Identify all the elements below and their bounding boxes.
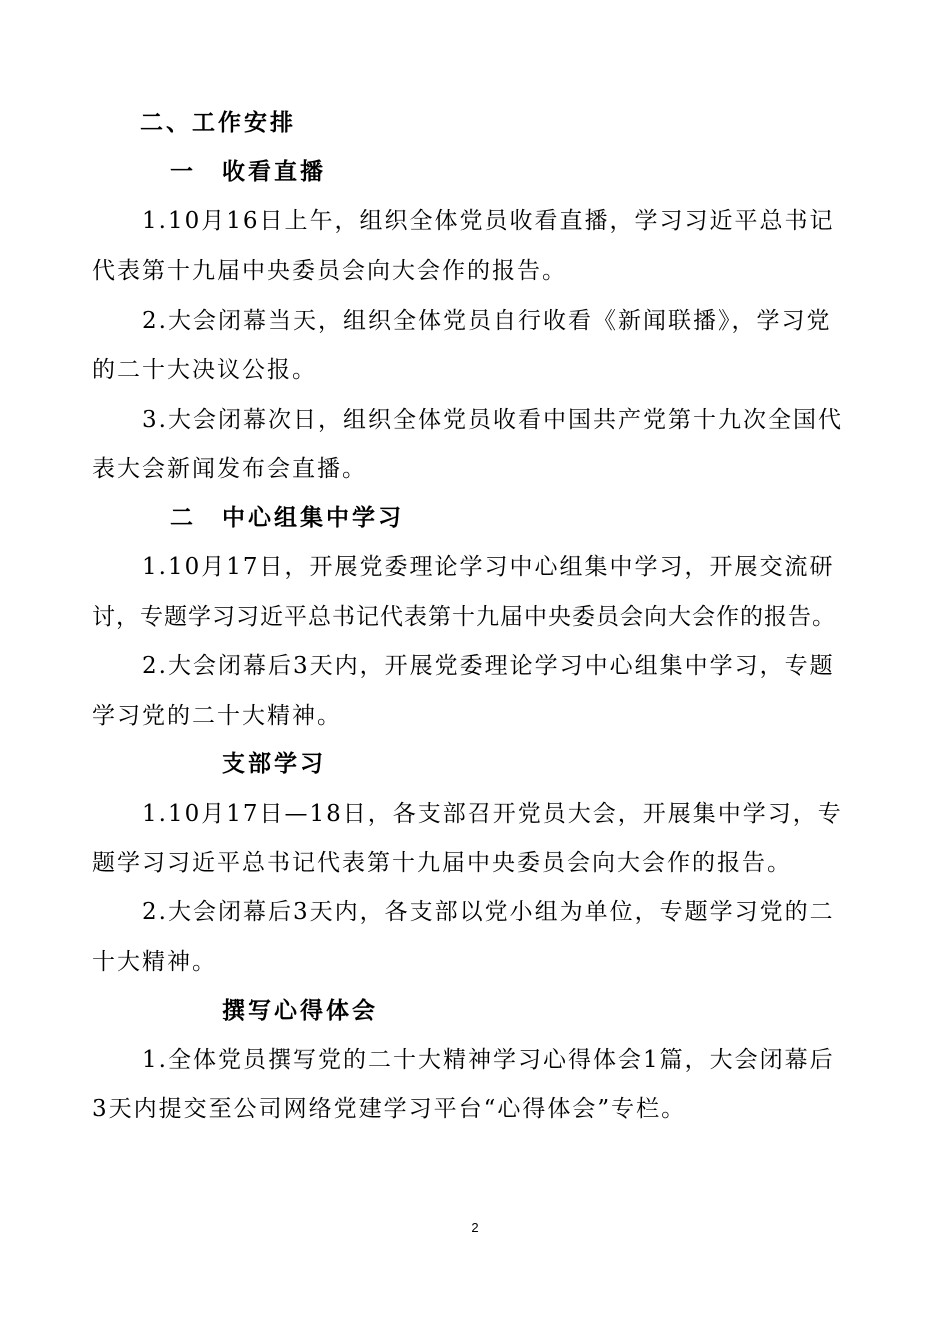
subheading-title: 中心组集中学习	[222, 505, 404, 531]
page-number: 2	[471, 1220, 479, 1235]
paragraph-line: 3.大会闭幕次日，组织全体党员收看中国共产党第十九次全国代	[142, 407, 843, 433]
paragraph-line: 的二十大决议公报。	[92, 357, 317, 383]
paragraph-line: 讨，专题学习习近平总书记代表第十九届中央委员会向大会作的报告。	[92, 604, 836, 630]
paragraph-line: 2.大会闭幕当天，组织全体党员自行收看《新闻联播》，学习党	[142, 308, 832, 334]
subheading-watch-live	[170, 157, 326, 187]
paragraph-line: 代表第十九届中央委员会向大会作的报告。	[92, 258, 567, 284]
paragraph-line: 1.10月17日—18日，各支部召开党员大会，开展集中学习，专	[142, 801, 843, 827]
paragraph-line: 1.10月16日上午，组织全体党员收看直播，学习习近平总书记	[142, 208, 835, 234]
paragraph-line: 3天内提交至公司网络党建学习平台“心得体会”专栏。	[92, 1096, 687, 1122]
subheading-number: 二	[170, 505, 196, 531]
paragraph-line: 2.大会闭幕后3天内，开展党委理论学习中心组集中学习，专题	[142, 653, 835, 679]
paragraph-line: 表大会新闻发布会直播。	[92, 456, 367, 482]
paragraph-line: 学习党的二十大精神。	[92, 703, 342, 729]
subheading-number: 一	[170, 159, 196, 185]
paragraph-line: 题学习习近平总书记代表第十九届中央委员会向大会作的报告。	[92, 850, 792, 876]
section-heading: 二、工作安排	[140, 110, 296, 136]
paragraph-line: 2.大会闭幕后3天内，各支部以党小组为单位，专题学习党的二	[142, 899, 835, 925]
subheading-branch-study: 支部学习	[222, 751, 326, 777]
paragraph-line: 十大精神。	[92, 949, 217, 975]
subheading-group-study	[170, 503, 404, 533]
subheading-title: 收看直播	[222, 159, 326, 185]
paragraph-line: 1.10月17日，开展党委理论学习中心组集中学习，开展交流研	[142, 554, 835, 580]
paragraph-line: 1.全体党员撰写党的二十大精神学习心得体会1篇，大会闭幕后	[142, 1047, 835, 1073]
subheading-write-reflections: 撰写心得体会	[222, 998, 378, 1024]
